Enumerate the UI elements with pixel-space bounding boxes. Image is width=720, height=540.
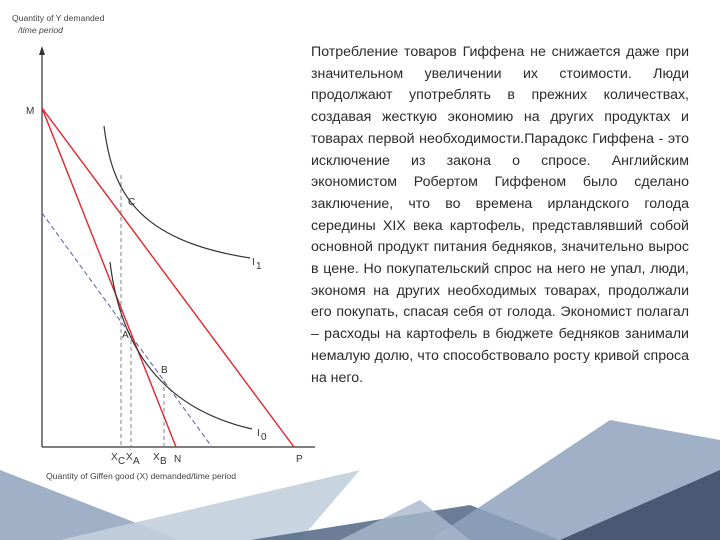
tick-xb: X <box>153 452 160 463</box>
y-axis-title-line1: Quantity of Y demanded <box>12 13 105 23</box>
label-i1: I <box>252 257 255 268</box>
label-b: B <box>161 365 168 376</box>
x-axis-title: Quantity of Giffen good (X) demanded/time period <box>46 471 236 481</box>
axes <box>39 46 315 447</box>
label-i0-sub: 0 <box>261 432 267 443</box>
y-axis-title-line2: /time period <box>18 25 63 35</box>
projection-lines <box>121 175 164 447</box>
indifference-curve-i1 <box>104 126 250 258</box>
label-c: C <box>128 197 136 208</box>
giffen-paradox-text: Потребление товаров Гиффена не снижается даже при значительном увеличении их стоимости. Люди продолжают употреблять в прежних количествах, создавая жесткую экономию на других продуктах и товарах первой необходимости.Парадокс Гиффена - это исключение из закона о спросе. Английским экономистом Робертом Гиффеном было сделано заключение, что во времена ирландского голода середины XIX века картофель, представлявший собой основной продукт питания бедняков, значительно вырос в цене. Но покупательский спрос на него не упал, люди, экономя на других необходимых товарах, продолжали его покупать, спасая себя от голода. Экономист полагал – расходы на картофель в бюджете бедняков занимали немалую долю, что способствовало росту кривой спроса на него. <box>311 44 689 386</box>
budget-line-mn <box>42 108 176 447</box>
label-n: N <box>174 454 182 465</box>
label-i1-sub: 1 <box>256 261 262 272</box>
tick-xa-sub: A <box>133 456 140 467</box>
y-axis-arrow <box>39 46 45 55</box>
tick-xc-sub: C <box>118 456 126 467</box>
tick-xb-sub: B <box>160 456 167 467</box>
budget-line-mp <box>42 108 294 447</box>
label-p: P <box>296 454 303 465</box>
label-a: A <box>122 330 129 341</box>
label-m: M <box>26 106 35 117</box>
tick-xc: X <box>111 452 118 463</box>
label-i0: I <box>257 428 260 439</box>
tick-xa: X <box>126 452 133 463</box>
